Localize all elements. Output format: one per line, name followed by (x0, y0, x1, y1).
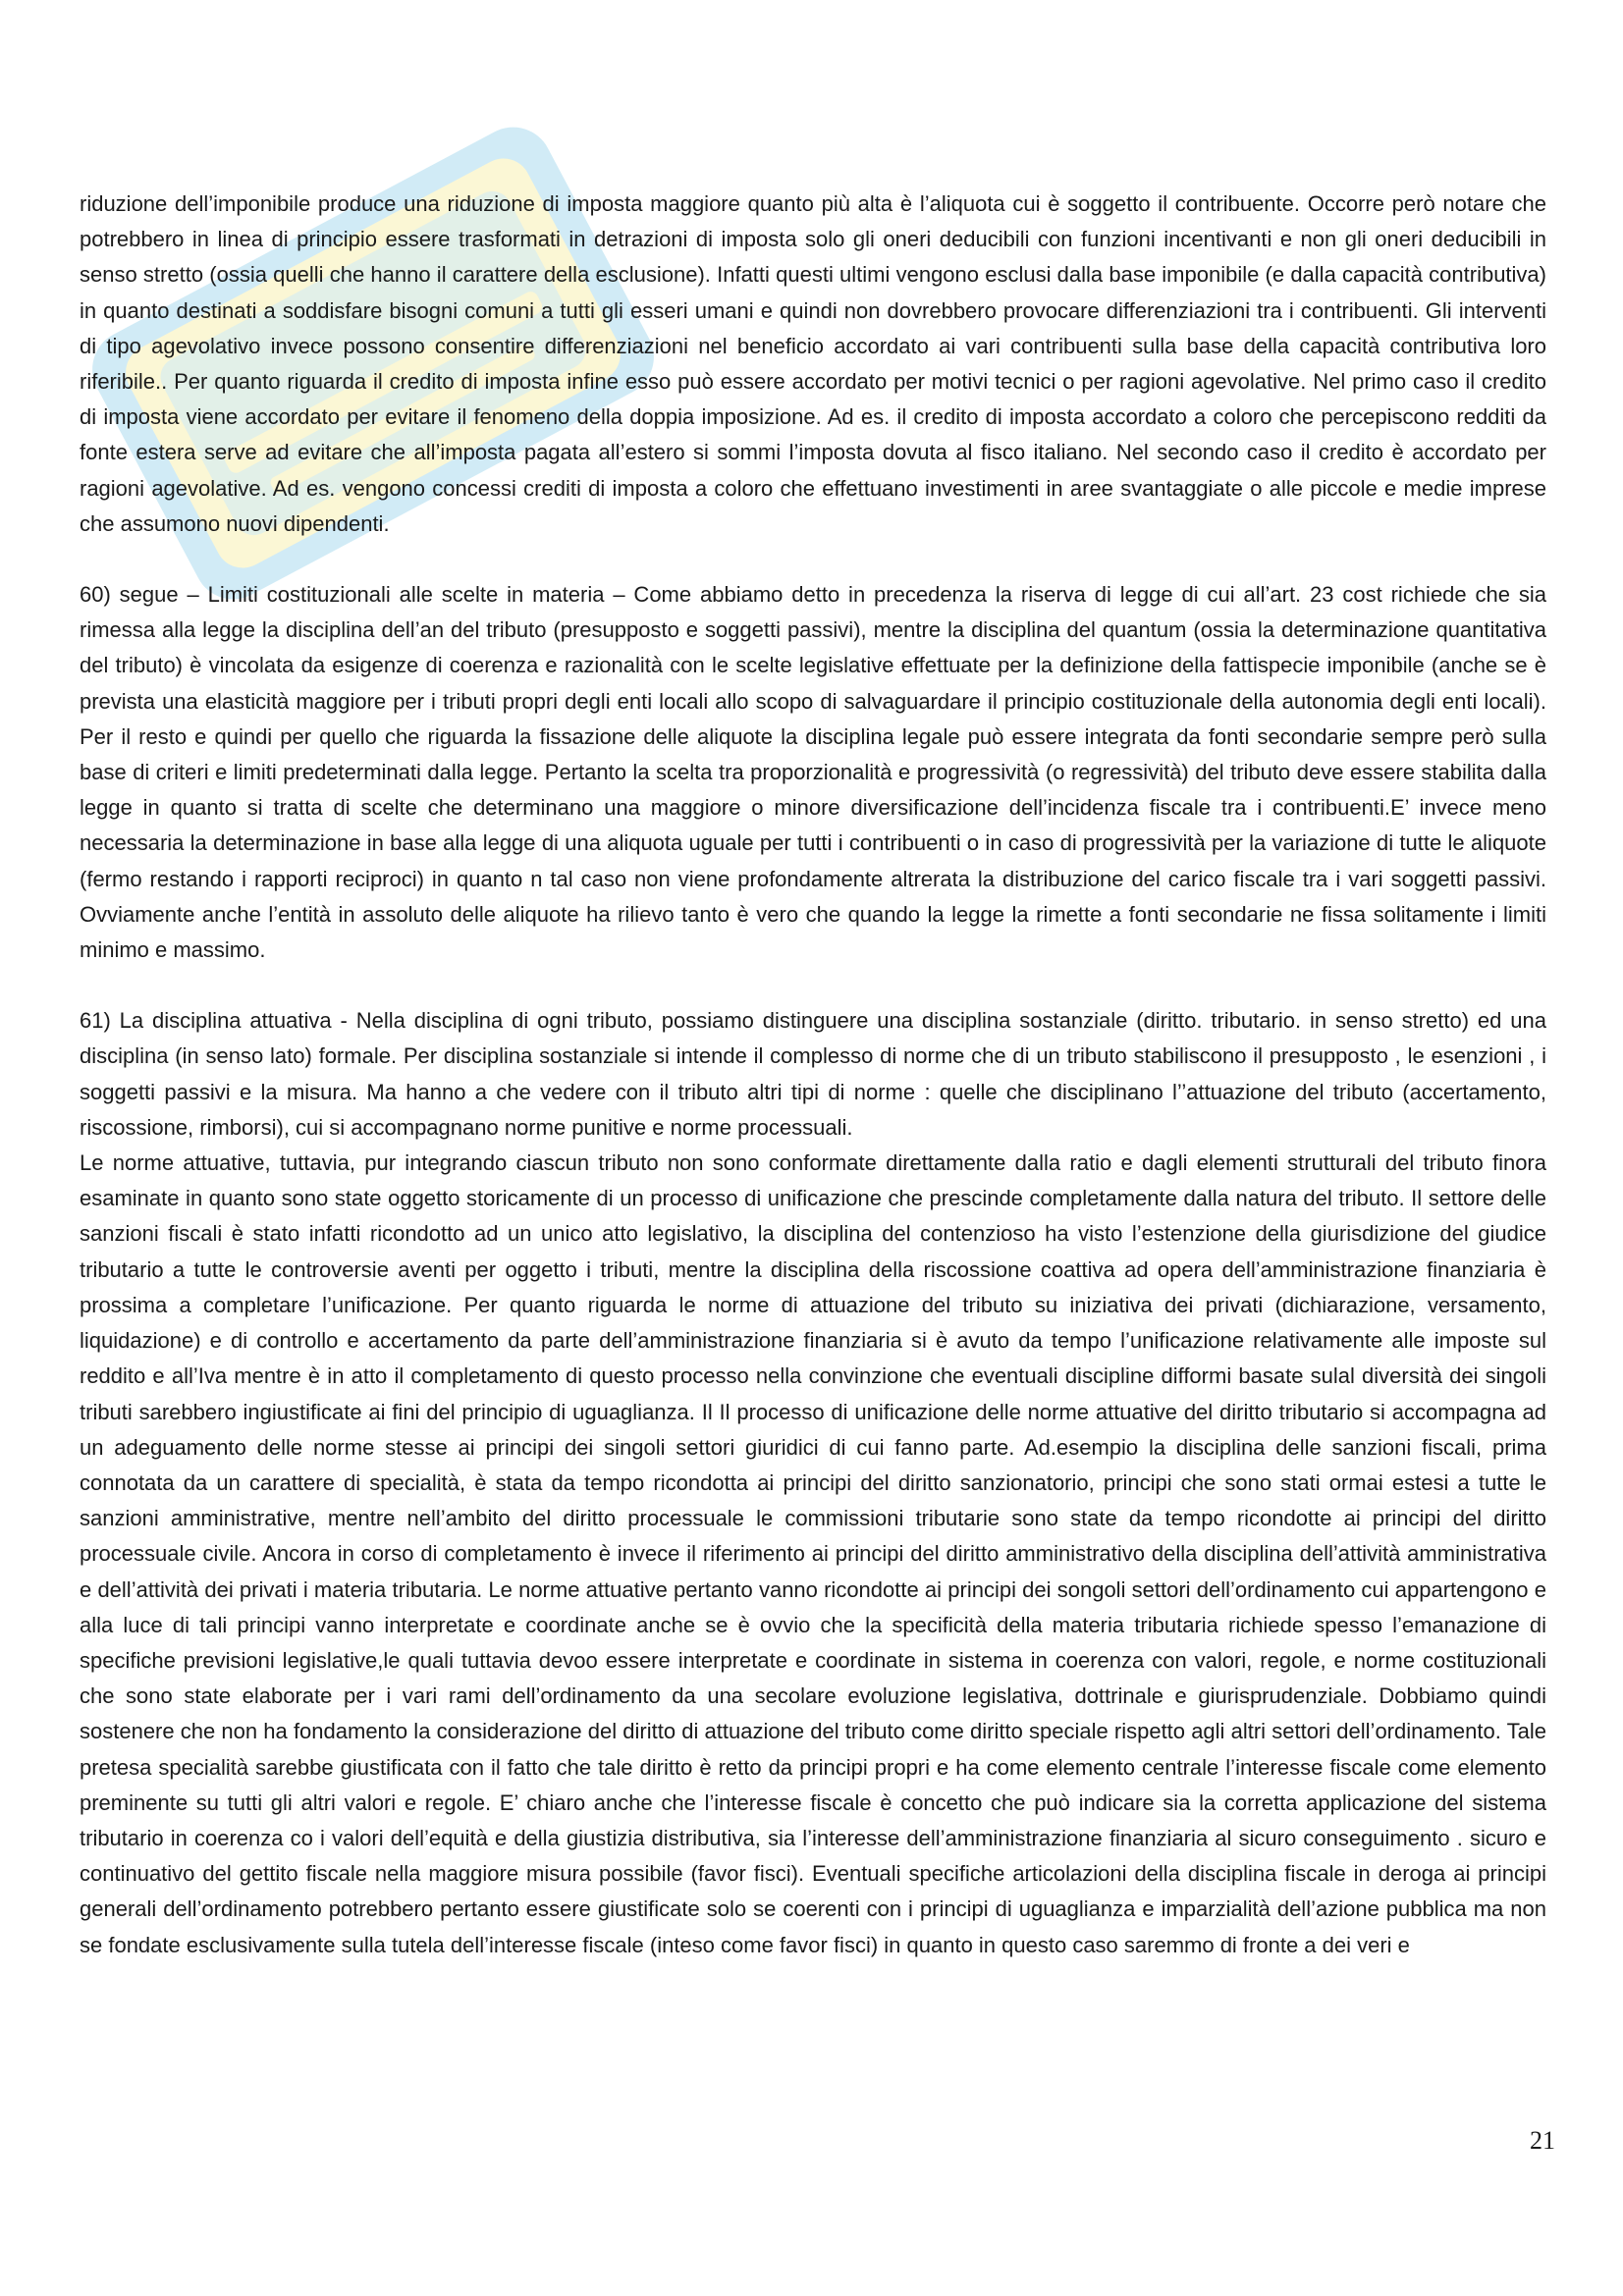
page-number: 21 (1530, 2126, 1555, 2155)
document-body (80, 187, 1546, 1963)
paragraph-riduzione-imponibile: riduzione dell’imponibile produce una riduzione di imposta maggiore quanto più alta è l’aliquota cui è soggetto il contribuente. Occorre però notare che potrebbero in linea di principio essere trasformati in detrazioni di imposta solo gli oneri deducibili con funzioni incentivanti e non gli oneri deducibili in senso stretto (ossia quelli che hanno il carattere della esclusione). Infatti questi ultimi vengono esclusi dalla base imponibile (e dalla capacità contributiva) in quanto destinati a soddisfare bisogni comuni a tutti gli esseri umani e quindi non dovrebbero provocare differenziazioni tra i contribuenti. Gli interventi di tipo agevolativo invece possono consentire differenziazioni nel beneficio accordato ai vari contribuenti sulla base della capacità contributiva loro riferibile.. Per quanto riguarda il credito di imposta infine esso può essere accordato per motivi tecnici o per ragioni agevolative. Nel primo caso il credito di imposta viene accordato per evitare il fenomeno della doppia imposizione. Ad es. il credito di imposta accordato a coloro che percepiscono redditi da fonte estera serve ad evitare che all’imposta pagata all’estero si sommi l’imposta dovuta al fisco italiano. Nel secondo caso il credito è accordato per ragioni agevolative. Ad es. vengono concessi crediti di imposta a coloro che effettuano investimenti in aree svantaggiate o alle piccole e medie imprese che assumono nuovi dipendenti. (80, 191, 1546, 536)
paragraph-norme-attuative: Le norme attuative, tuttavia, pur integrando ciascun tributo non sono conformate direttamente dalla ratio e dagli elementi strutturali del tributo finora esaminate in quanto sono state oggetto storicamente di un processo di unificazione che prescinde completamente dalla natura del tributo. Il settore delle sanzioni fiscali è stato infatti ricondotto ad un unico atto legislativo, la disciplina del contenzioso ha visto l’estenzione della giurisdizione del giudice tributario a tutte le controversie aventi per oggetto i tributi, mentre la disciplina della riscossione coattiva ad opera dell’amministrazione finanziaria è prossima a completare l’unificazione. Per quanto riguarda le norme di attuazione del tributo su iniziativa dei privati (dichiarazione, versamento, liquidazione) e di controllo e accertamento da parte dell’amministrazione finanziaria si è avuto da tempo l’unificazione relativamente alle imposte sul reddito e all’Iva mentre è in atto il completamento di questo processo nella convinzione che eventuali discipline difformi basate sulal diversità dei singoli tributi sarebbero ingiustificate ai fini del principio di uguaglianza. Il Il processo di unificazione delle norme attuative del diritto tributario si accompagna ad un adeguamento delle norme stesse ai principi dei singoli settori giuridici di cui fanno parte. Ad.esempio la disciplina delle sanzioni fiscali, prima connotata da un carattere di specialità, è stata da tempo ricondotta ai principi del diritto sanzionatorio, principi che sono stati ormai estesi a tutte le sanzioni amministrative, mentre nell’ambito del diritto processuale le commissioni tributarie sono state da tempo ricondotte ai principi del diritto processuale civile. Ancora in corso di completamento è invece il riferimento ai principi del diritto amministrativo della disciplina dell’attività amministrativa e dell’attività dei privati i materia tributaria. Le norme attuative pertanto vanno ricondotte ai principi dei songoli settori dell’ordinamento cui appartengono e alla luce di tali principi vanno interpretate e coordinate anche se è ovvio che la specificità della materia tributaria richiede spesso l’emanazione di specifiche previsioni legislative,le quali tuttavia devoo essere interpretate e coordinate in sistema in coerenza con valori, regole, e norme costituzionali che sono state elaborate per i vari rami dell’ordinamento da una secolare evoluzione legislativa, dottrinale e giurisprudenziale. Dobbiamo quindi sostenere che non ha fondamento la considerazione del diritto di attuazione del tributo come diritto speciale rispetto agli altri settori dell’ordinamento. Tale pretesa specialità sarebbe giustificata con il fatto che tale diritto è retto da principi propri e ha come elemento centrale l’interesse fiscale come elemento preminente su tutti gli altri valori e regole. E’ chiaro anche che l’interesse fiscale è concetto che può indicare sia la corretta applicazione del sistema tributario in coerenza co i valori dell’equità e della giustizia distributiva, sia l’interesse dell’amministrazione finanziaria al sicuro conseguimento . sicuro e continuativo del gettito fiscale nella maggiore misura possibile (favor fisci). Eventuali specifiche articolazioni della disciplina fiscale in deroga ai principi generali dell’ordinamento potrebbero pertanto essere giustificate solo se coerenti con i principi di uguaglianza e imparzialità dell’azione pubblica ma non se fondate esclusivamente sulla tutela dell’interesse fiscale (inteso come favor fisci) in quanto in questo caso saremmo di fronte a dei veri e (80, 1150, 1546, 1957)
paragraph-section-60: 60) segue – Limiti costituzionali alle scelte in materia – Come abbiamo detto in precedenza la riserva di legge di cui all’art. 23 cost richiede che sia rimessa alla legge la disciplina dell’an del tributo (presupposto e soggetti passivi), mentre la disciplina del quantum (ossia la determinazione quantitativa del tributo) è vincolata da esigenze di coerenza e razionalità con le scelte legislative effettuate per la definizione della fattispecie imponibile (anche se è prevista una elasticità maggiore per i tributi propri degli enti locali allo scopo di salvaguardare il principio costituzionale della autonomia degli enti locali). Per il resto e quindi per quello che riguarda la fissazione delle aliquote la disciplina legale può essere integrata da fonti secondarie sempre però sulla base di criteri e limiti predeterminati dalla legge. Pertanto la scelta tra proporzionalità e progressività (o regressività) del tributo deve essere stabilita dalla legge in quanto si tratta di scelte che determinano una maggiore o minore diversificazione dell’incidenza fiscale tra i contribuenti.E’ invece meno necessaria la determinazione in base alla legge di una aliquota uguale per tutti i contribuenti o in caso di progressività per la variazione di tutte le aliquote (fermo restando i rapporti reciproci) in quanto n tal caso non viene profondamente altrerata la distribuzione del carico fiscale tra i vari soggetti passivi. Ovviamente anche l’entità in assoluto delle aliquote ha rilievo tanto è vero che quando la legge la rimette a fonti secondarie ne fissa solitamente i limiti minimo e massimo. (80, 582, 1546, 963)
paragraph-section-61: 61) La disciplina attuativa - Nella disciplina di ogni tributo, possiamo distinguere una disciplina sostanziale (diritto. tributario. in senso stretto) ed una disciplina (in senso lato) formale. Per disciplina sostanziale si intende il complesso di norme che di un tributo stabiliscono il presupposto , le esenzioni , i soggetti passivi e la misura. Ma hanno a che vedere con il tributo altri tipi di norme : quelle che disciplinano l’’attuazione del tributo (accertamento, riscossione, rimborsi), cui si accompagnano norme punitive e norme processuali. (80, 1008, 1546, 1140)
